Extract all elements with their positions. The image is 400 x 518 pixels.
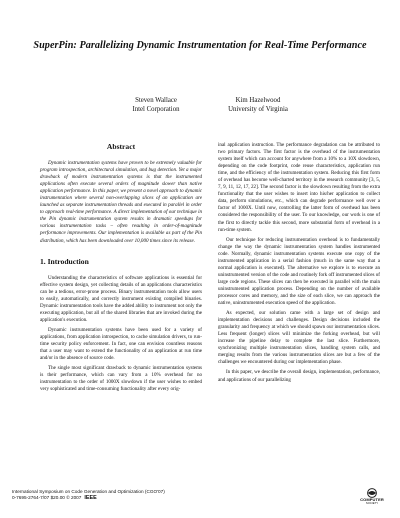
intro-paragraph: The single most significant drawback to dynamic instrumentation systems is their performance, which can vary from a 10% overhead for no instrumentation to the order of 1000X slowdown if the user wishes to embed very sophisticated and time-consuming functionality after every orig-: [40, 365, 202, 393]
isbn-line: [12, 495, 165, 501]
right-column: [218, 142, 380, 387]
isbn-text: 0-7695-2764-7/07 $20.00 © 2007: [12, 495, 82, 500]
abstract-paragraph: Dynamic instrumentation systems have proven to be extremely valuable for program introspection, architectural simulation, and bug detection. Yet a major drawback of modern instrumentation systems is that the instrumented applications often execute several orders of magnitude slower than native application performance. In this paper, we present a novel approach to dynamic instrumentation where several non-overlapping slices of an application are launched as separate instrumentation threads and executed in parallel in order to approach real-time performance. A direct implementation of our technique in the Pin dynamic instrumentation system results in dramatic speedups for various instrumentation tasks – often resulting in order-of-magnitude performance improvements. Our implementation is available as part of the Pin distribution, which has been downloaded over 10,000 times since its release.: [40, 160, 202, 244]
author-name: Steven Wallace: [135, 97, 177, 104]
ieee-logo-text: IEEE: [84, 495, 97, 501]
abstract-body: [40, 160, 202, 245]
author-name: Kim Hazelwood: [235, 97, 281, 104]
logo-text-line2: SOCIETY: [365, 501, 379, 506]
intro-paragraph: Dynamic instrumentation systems have been used for a variety of applications, from application introspection, to cache simulation drivers, to run-time security policy enforcement. In fact, one can envision countless reasons that a user may want to extend the functionality of an application at run time and/or in the absence of source code.: [40, 326, 202, 362]
body-paragraph: As expected, our solution came with a large set of design and implementation decisions and challenges. Design decisions included the granularity and frequency at which we should spawn our instrumentation slices. Less frequent (longer) slices will minimize the forking overhead, but will increase the pipeline delay to complete the last slice. Furthermore, synchronizing multiple instrumentation slices, handling system calls, and merging results from the various instrumentation slices are but a few of the challenges we encountered during our implementation phase.: [218, 310, 380, 366]
computer-society-logo: [356, 488, 388, 512]
paper-title: SuperPin: Parallelizing Dynamic Instrumentation for Real-Time Performance: [33, 40, 367, 51]
left-column: [40, 142, 202, 396]
author-affiliation: University of Virginia: [228, 106, 288, 113]
author-block-2: [188, 96, 328, 114]
body-paragraph: Our technique for reducing instrumentation overhead is to fundamentally change the way the dynamic instrumentation system handles instrumented code. Normally, dynamic instrumentation systems execute one copy of the instrumented application in a serial fashion (much in the same way that a normal application is executed). The alternative we explore is to execute an uninstrumented version of the code and routinely fork off instrumented slices of large code regions. These slices can then be executed in parallel with the main uninstrumented application process. Depending on the number of available processor cores and memory, and the size of each slice, we can approach the native, uninstrumented execution speed of the application.: [218, 236, 380, 307]
author-affiliation: Intel Corporation: [132, 106, 180, 113]
section-heading-introduction: 1. Introduction: [40, 256, 89, 266]
abstract-heading: Abstract: [106, 142, 136, 151]
body-paragraph: In this paper, we describe the overall design, implementation, performance, and applications of our parallelizing: [218, 369, 380, 383]
body-paragraph: inal application instruction. The performance degradation can be attributed to two primary factors. The first factor is the overhead of the instrumentation system itself which can account for anywhere from a 10% to a 10X slowdown, depending on the code footprint, code reuse characteristics, application run time, and the efficiency of the instrumentation system. Reducing this first form of overhead has become well-charted territory in the research community [3, 5, 7, 9, 11, 12, 17, 22]. The second factor is the slowdown resulting from the extra functionality that the user wishes to insert into his/her application to collect data, perform simulations, etc., which can degrade performance well over a factor of 1000X. Until now, controlling the latter form of overhead has been considered the responsibility of the user. To our knowledge, our work is one of the first to directly tackle this second, more substantial form of overhead in a run-time system.: [218, 142, 380, 233]
conference-line: International Symposium on Code Generation and Optimization (CGO'07): [12, 489, 165, 494]
intro-paragraph: Understanding the characteristics of software applications is essential for effective system design, yet collecting details of an applications characteristics can be a tedious, error-prone process. Binary instrumentation tools allow users to easily, automatically, and correctly instrument existing compiled binaries. Dynamic instrumentation tools have the added ability to instrument not only the executing application, but all of the shared libraries that are invoked during the application's execution.: [40, 274, 202, 323]
logo-text-line1: COMPUTER: [360, 497, 384, 502]
page-footer: [12, 489, 165, 501]
